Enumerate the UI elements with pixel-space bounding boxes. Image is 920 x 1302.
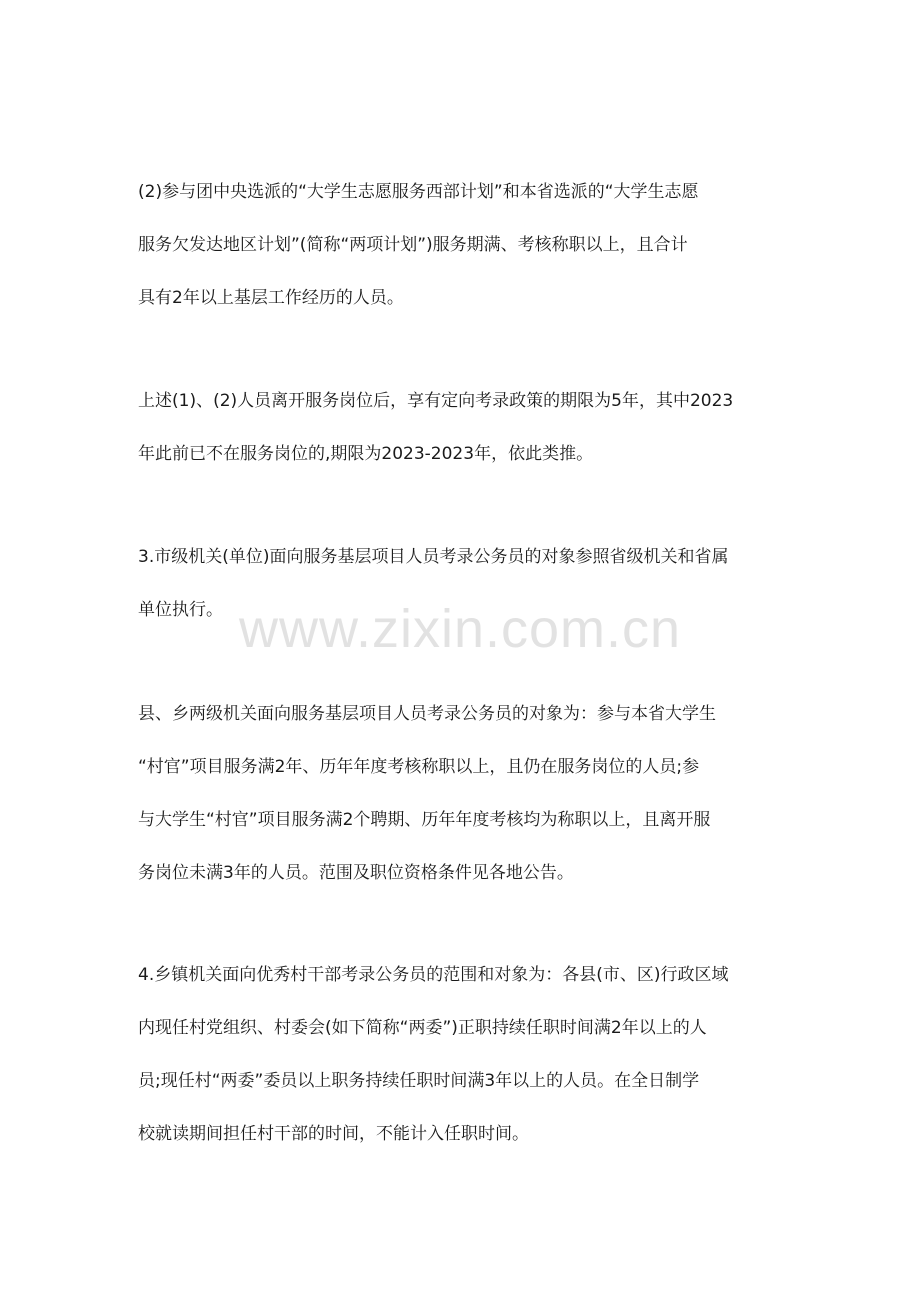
text-line: “村官”项目服务满2年、历年年度考核称职以上，且仍在服务岗位的人员;参 bbox=[138, 757, 700, 777]
text-line: 校就读期间担任村干部的时间，不能计入任职时间。 bbox=[138, 1124, 529, 1144]
text-line: 服务欠发达地区计划”(简称“两项计划”)服务期满、考核称职以上，且合计 bbox=[138, 235, 688, 255]
text-line: 内现任村党组织、村委会(如下简称“两委”)正职持续任职时间满2年以上的人 bbox=[138, 1018, 707, 1038]
text-line: 与大学生“村官”项目服务满2个聘期、历年年度考核均为称职以上，且离开服 bbox=[138, 810, 711, 830]
text-line: 县、乡两级机关面向服务基层项目人员考录公务员的对象为：参与本省大学生 bbox=[138, 704, 716, 724]
text-line: 具有2年以上基层工作经历的人员。 bbox=[138, 288, 404, 308]
paragraph-county-township bbox=[138, 688, 784, 900]
paragraph-city-organs bbox=[138, 531, 784, 637]
paragraph-two-plans bbox=[138, 166, 784, 325]
text-line: 员;现任村“两委”委员以上职务持续任职时间满3年以上的人员。在全日制学 bbox=[138, 1071, 700, 1091]
text-line: 3.市级机关(单位)面向服务基层项目人员考录公务员的对象参照省级机关和省属 bbox=[138, 547, 729, 567]
text-line: 4.乡镇机关面向优秀村干部考录公务员的范围和对象为：各县(市、区)行政区域 bbox=[138, 965, 729, 985]
text-line: (2)参与团中央选派的“大学生志愿服务西部计划”和本省选派的“大学生志愿 bbox=[138, 182, 699, 202]
paragraph-policy-period bbox=[138, 375, 784, 481]
watermark: www.zixin.com.cn bbox=[238, 599, 682, 659]
text-line: 上述(1)、(2)人员离开服务岗位后，享有定向考录政策的期限为5年，其中2023 bbox=[138, 391, 734, 411]
text-line: 年此前已不在服务岗位的,期限为2023-2023年，依此类推。 bbox=[138, 444, 594, 464]
text-line: 务岗位未满3年的人员。范围及职位资格条件见各地公告。 bbox=[138, 863, 574, 883]
text-line: 单位执行。 bbox=[138, 600, 223, 620]
paragraph-village-cadres bbox=[138, 949, 784, 1161]
